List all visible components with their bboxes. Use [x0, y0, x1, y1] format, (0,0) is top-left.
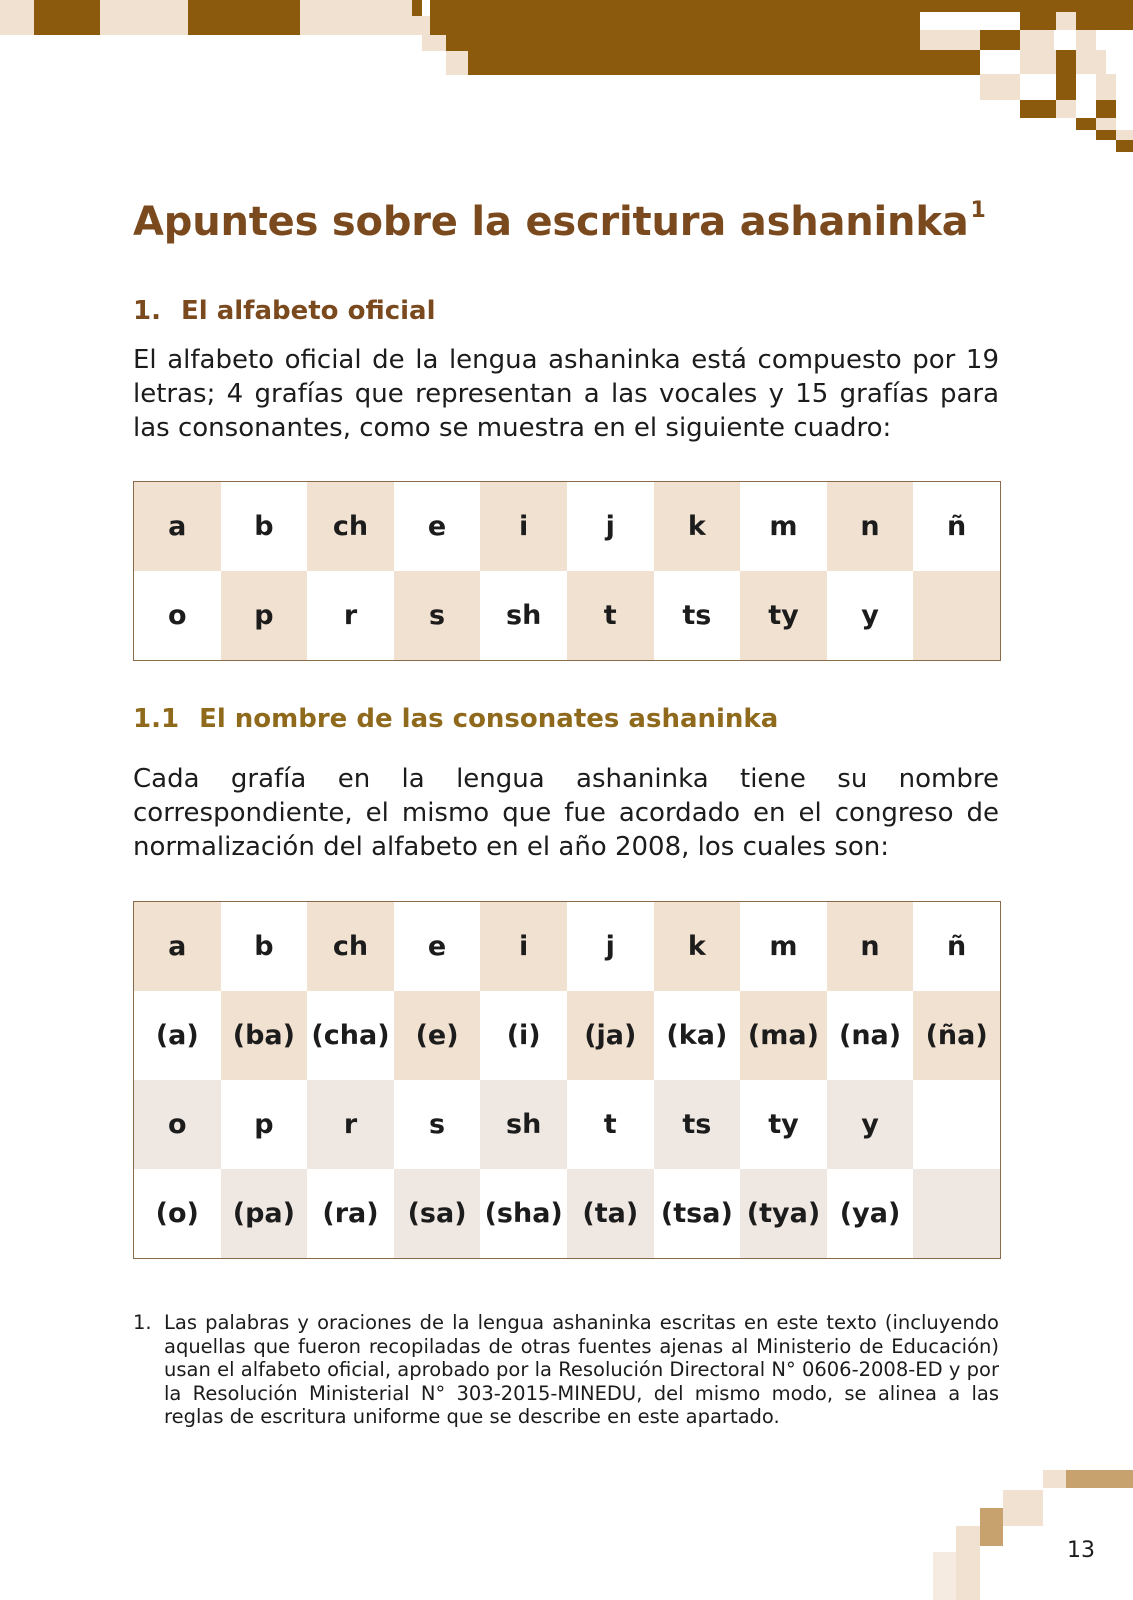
table-cell: p	[221, 571, 308, 661]
table-cell: j	[567, 482, 654, 572]
table-cell: m	[740, 902, 827, 992]
top-decorative-band	[0, 0, 1133, 160]
footnote	[133, 1311, 999, 1429]
table-cell: o	[134, 1080, 221, 1169]
page-number: 13	[1067, 1538, 1095, 1563]
table-row	[134, 1169, 1001, 1259]
table-cell: e	[394, 902, 481, 992]
table-cell: (sha)	[480, 1169, 567, 1259]
page-title	[133, 198, 986, 245]
table-row	[134, 571, 1001, 661]
table-cell: (tya)	[740, 1169, 827, 1259]
table-cell: i	[480, 482, 567, 572]
table-cell: n	[827, 902, 914, 992]
subsection-body-nombres: Cada grafía en la lengua ashaninka tiene su nombre correspondiente, el mismo que fue acordado en el congreso de normalización del alfabeto en el año 2008, los cuales son:	[133, 764, 999, 862]
table-cell: r	[307, 1080, 394, 1169]
table-cell: ñ	[913, 482, 1000, 572]
table-row	[134, 902, 1001, 992]
table-cell: n	[827, 482, 914, 572]
table-cell	[913, 1080, 1000, 1169]
table-cell: a	[134, 902, 221, 992]
table-cell: j	[567, 902, 654, 992]
table-cell: ts	[654, 571, 741, 661]
table-cell: p	[221, 1080, 308, 1169]
table-cell: k	[654, 902, 741, 992]
table-cell: s	[394, 1080, 481, 1169]
alphabet-table	[133, 481, 1001, 661]
table-cell: o	[134, 571, 221, 661]
footnote-number: 1.	[133, 1311, 152, 1334]
table-cell: a	[134, 482, 221, 572]
table-row	[134, 1080, 1001, 1169]
table-cell: b	[221, 482, 308, 572]
table-cell: ts	[654, 1080, 741, 1169]
table-cell: (ka)	[654, 991, 741, 1080]
table-cell: (tsa)	[654, 1169, 741, 1259]
table-cell: ty	[740, 1080, 827, 1169]
page-title-text: Apuntes sobre la escritura ashaninka	[133, 199, 969, 245]
table-cell: (ta)	[567, 1169, 654, 1259]
table-cell: (sa)	[394, 1169, 481, 1259]
footnote-reference: 1	[970, 198, 986, 223]
table-cell: t	[567, 1080, 654, 1169]
table-cell: ch	[307, 902, 394, 992]
table-cell	[913, 1169, 1000, 1259]
table-cell: y	[827, 571, 914, 661]
table-cell: t	[567, 571, 654, 661]
table-cell: (o)	[134, 1169, 221, 1259]
table-cell: s	[394, 571, 481, 661]
table-cell	[913, 571, 1000, 661]
table-cell: k	[654, 482, 741, 572]
subsection-heading-nombres	[133, 704, 778, 734]
table-cell: sh	[480, 1080, 567, 1169]
table-cell: (ña)	[913, 991, 1000, 1080]
table-cell: (ra)	[307, 1169, 394, 1259]
table-cell: (i)	[480, 991, 567, 1080]
table-cell: (na)	[827, 991, 914, 1080]
bottom-decorative-steps	[933, 1470, 1133, 1600]
table-cell: ch	[307, 482, 394, 572]
table-cell: ty	[740, 571, 827, 661]
table-cell: (pa)	[221, 1169, 308, 1259]
subsection-number: 1.1	[133, 704, 180, 734]
table-cell: ñ	[913, 902, 1000, 992]
section-heading-text: El alfabeto oficial	[180, 296, 436, 326]
table-cell: b	[221, 902, 308, 992]
table-row	[134, 991, 1001, 1080]
table-cell: r	[307, 571, 394, 661]
table-cell: sh	[480, 571, 567, 661]
section-body-alfabeto: El alfabeto oficial de la lengua ashaninka está compuesto por 19 letras; 4 grafías que representan a las vocales y 15 grafías para las consonantes, como se muestra en el siguiente cuadro:	[133, 345, 999, 443]
table-cell: (ja)	[567, 991, 654, 1080]
section-heading-alfabeto	[133, 296, 436, 326]
section-number: 1.	[133, 296, 161, 326]
table-cell: m	[740, 482, 827, 572]
table-cell: (a)	[134, 991, 221, 1080]
table-cell: (ya)	[827, 1169, 914, 1259]
table-cell: (e)	[394, 991, 481, 1080]
table-cell: (ba)	[221, 991, 308, 1080]
table-cell: i	[480, 902, 567, 992]
footnote-text: Las palabras y oraciones de la lengua ashaninka escritas en este texto (incluyendo aquellas que fueron recopiladas de otras fuentes ajenas al Ministerio de Educación) usan el alfabeto oficial, aprobado por la Resolución Directoral N° 0606-2008-ED y por la Resolución Ministerial N° 303-2015-MINEDU, del mismo modo, se alinea a las reglas de escritura uniforme que se describe en este apartado.	[164, 1311, 999, 1428]
letter-names-table	[133, 901, 1001, 1259]
subsection-heading-text: El nombre de las consonates ashaninka	[199, 704, 779, 734]
table-row	[134, 482, 1001, 572]
table-cell: e	[394, 482, 481, 572]
table-cell: y	[827, 1080, 914, 1169]
table-cell: (cha)	[307, 991, 394, 1080]
table-cell: (ma)	[740, 991, 827, 1080]
